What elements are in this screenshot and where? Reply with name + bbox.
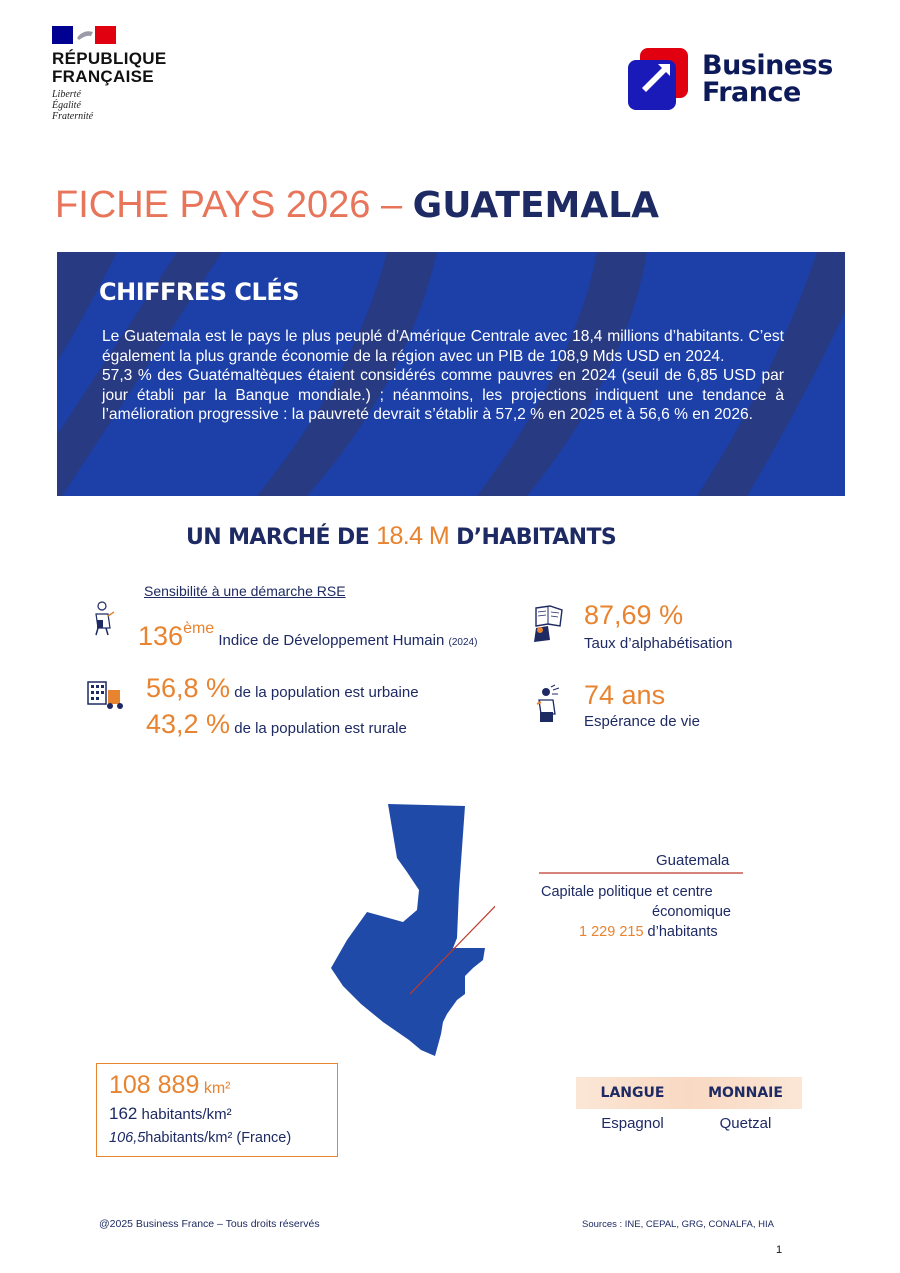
- rse-link[interactable]: Sensibilité à une démarche RSE: [144, 583, 346, 599]
- capital-description-2: économique: [652, 904, 731, 920]
- business-france-line1: Business: [702, 50, 833, 81]
- capital-population-suffix: d’habitants: [643, 924, 718, 940]
- language-header: LANGUE: [600, 1085, 665, 1101]
- urban-pct: 56,8 %: [146, 673, 231, 703]
- market-unit: M: [422, 522, 450, 550]
- literacy-value: 87,69 %: [584, 600, 684, 630]
- market-heading: [186, 521, 616, 553]
- page-title: [55, 182, 659, 229]
- key-figures-heading: CHIFFRES CLÉS: [99, 278, 300, 306]
- idh-label: Indice de Développement Humain: [214, 632, 449, 649]
- rural-label: de la population est rurale: [230, 720, 407, 737]
- business-france-line2: France: [702, 77, 801, 108]
- key-figures-box: [57, 252, 845, 496]
- language-value: Espagnol: [601, 1115, 664, 1132]
- density-france-label: habitants/km² (France): [145, 1130, 292, 1146]
- rf-name-line2: FRANÇAISE: [52, 67, 154, 86]
- density-france: [109, 1130, 291, 1146]
- idh-year: (2024): [448, 637, 478, 648]
- currency-header: MONNAIE: [708, 1085, 783, 1101]
- title-separator: –: [370, 184, 413, 226]
- area-number: 108 889: [109, 1071, 200, 1099]
- republique-francaise-logo: [52, 26, 222, 122]
- footer-copyright: @2025 Business France – Tous droits réservés: [99, 1218, 320, 1230]
- language-currency-values: [576, 1115, 802, 1132]
- density: [109, 1104, 232, 1124]
- literacy-label: Taux d’alphabétisation: [584, 635, 733, 652]
- urban-stat: [146, 673, 419, 704]
- key-figures-paragraph-2: 57,3 % des Guatémaltèques étaient considérés comme pauvres en 2024 (seuil de 6,85 USD par jour établi par la Banque mondiale.) ; néanmoins, les projections indiquent une tendance à l’amélioration progressive : la pauvreté devrait s’établir à 57,2 % en 2025 et à 56,6 % en 2026.: [102, 367, 784, 423]
- capital-population-value: 1 229 215: [579, 924, 644, 940]
- key-figures-paragraph-1: Le Guatemala est le pays le plus peuplé d’Amérique Centrale avec 18,4 millions d’habitants. C’est également la plus grande économie de la région avec un PIB de 108,9 Mds USD en 2024.: [102, 328, 784, 365]
- area-value: [109, 1071, 230, 1100]
- business-france-logo: [628, 46, 848, 110]
- page-number: 1: [776, 1244, 783, 1256]
- idh-stat: [138, 620, 477, 652]
- guatemala-map: [325, 800, 495, 1060]
- business-france-mark-icon: [628, 48, 690, 110]
- elderly-person-icon: [533, 684, 563, 724]
- market-prefix: UN MARCHÉ DE: [186, 525, 377, 550]
- currency-value: Quetzal: [719, 1115, 772, 1132]
- rural-pct: 43,2 %: [146, 709, 231, 739]
- reading-book-icon: [528, 604, 568, 644]
- market-suffix: D’HABITANTS: [449, 525, 617, 550]
- marianne-flag-icon: [52, 26, 116, 44]
- language-currency-table: [576, 1077, 802, 1132]
- title-country: GUATEMALA: [412, 185, 660, 226]
- density-number: 162: [109, 1104, 138, 1123]
- capital-population: [579, 924, 718, 940]
- idh-rank: 136: [138, 621, 184, 651]
- market-number: 18.4: [376, 522, 423, 550]
- area-box: [96, 1063, 338, 1157]
- city-icon: [86, 678, 126, 710]
- rf-name-line1: RÉPUBLIQUE: [52, 49, 167, 68]
- key-figures-text: [102, 327, 784, 425]
- density-france-number: 106,5: [109, 1130, 146, 1146]
- capital-name: Guatemala: [656, 852, 730, 869]
- density-label: habitants/km²: [137, 1106, 232, 1123]
- title-fiche-pays: FICHE PAYS 2026: [55, 184, 371, 226]
- rf-motto-egalite: Égalité: [52, 100, 81, 111]
- rural-stat: [146, 709, 407, 740]
- rf-motto-fraternite: Fraternité: [52, 111, 94, 122]
- rf-motto-liberte: Liberté: [52, 89, 81, 100]
- life-expectancy-label: Espérance de vie: [584, 713, 700, 730]
- idh-rank-suffix: ème: [183, 620, 215, 637]
- area-unit: km²: [199, 1080, 231, 1097]
- person-thinking-icon: [88, 600, 122, 636]
- urban-label: de la population est urbaine: [230, 684, 419, 701]
- capital-description-1: Capitale politique et centre: [541, 884, 713, 900]
- life-expectancy-value: 74 ans: [584, 680, 666, 710]
- footer-sources: Sources : INE, CEPAL, GRG, CONALFA, HIA: [582, 1219, 774, 1230]
- language-currency-header: [576, 1077, 802, 1109]
- capital-underline: [539, 872, 743, 874]
